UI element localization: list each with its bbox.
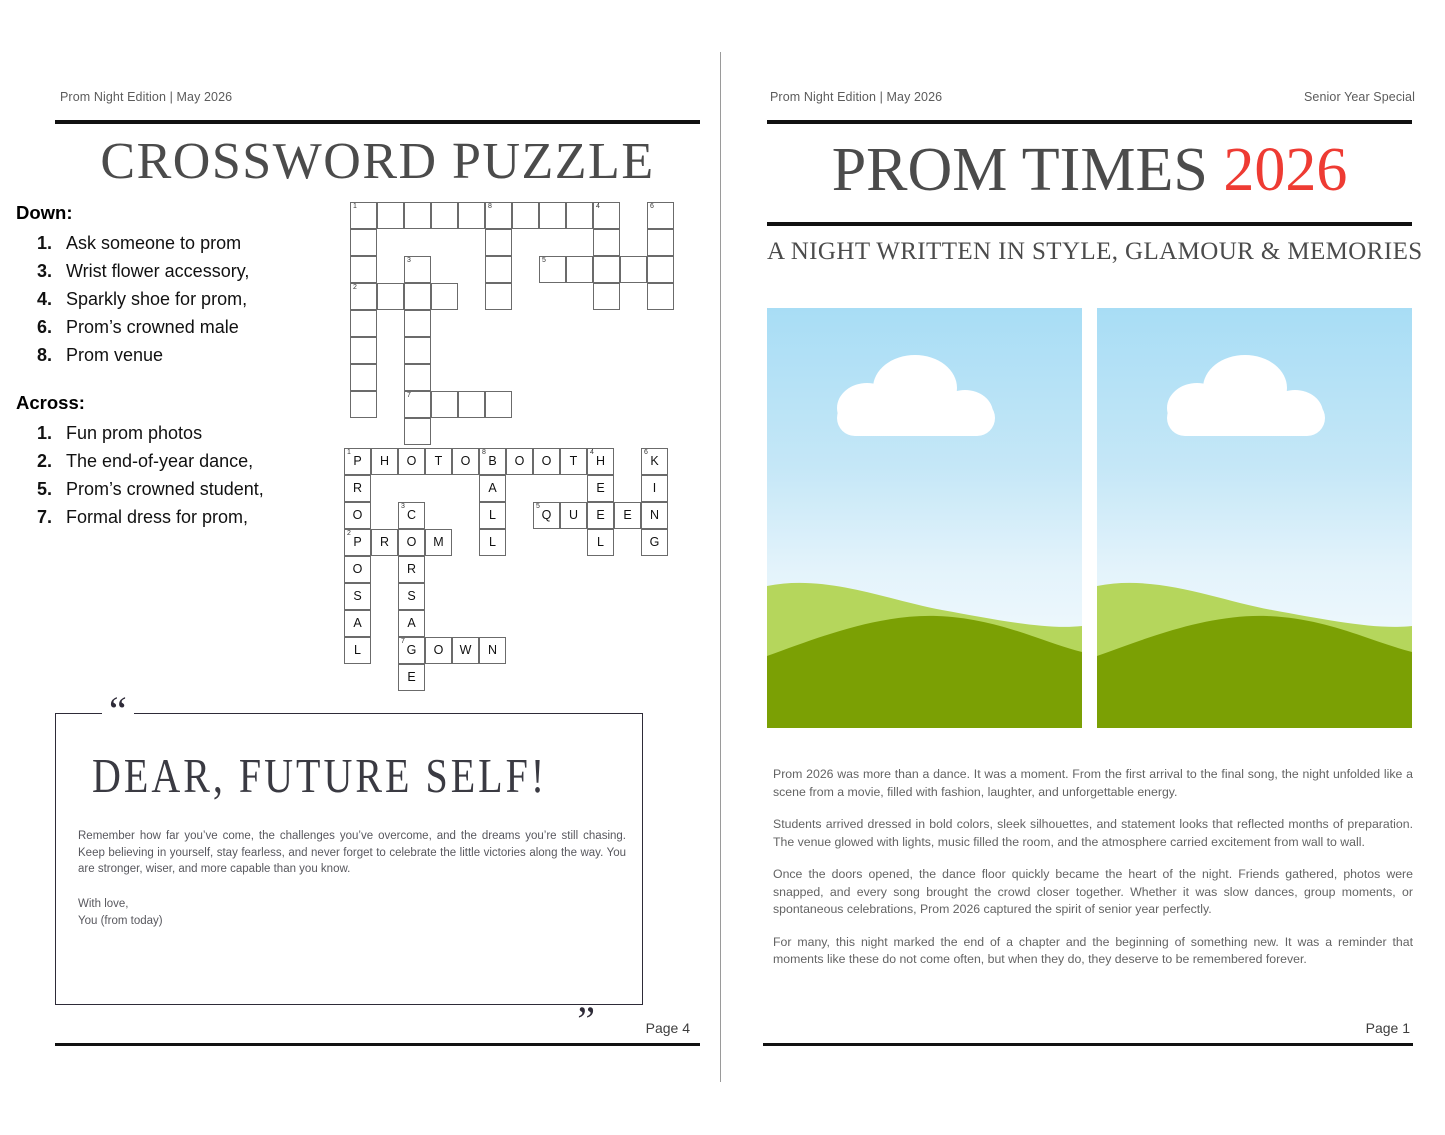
crossword-cell-letter: A (407, 616, 416, 631)
crossword-cell (641, 475, 668, 502)
crossword-cell[interactable] (458, 202, 485, 229)
crossword-cell-letter: R (352, 481, 363, 496)
crossword-cell (614, 502, 641, 529)
landscape-photo-2 (1097, 308, 1412, 728)
landscape-artwork-icon (767, 308, 1082, 728)
crossword-cell[interactable] (350, 364, 377, 391)
crossword-cell-letter: N (649, 508, 660, 523)
crossword-cell-number: 2 (347, 530, 351, 537)
down-clue-row (16, 257, 336, 285)
crossword-cell[interactable] (485, 256, 512, 283)
letter-signoff (78, 896, 626, 929)
crossword-cell[interactable] (404, 337, 431, 364)
letter-title: DEAR, FUTURE SELF! (92, 748, 548, 804)
crossword-cell-letter: L (597, 535, 604, 550)
left-kicker-text: Prom Night Edition | May 2026 (60, 90, 233, 104)
crossword-cell[interactable] (647, 256, 674, 283)
masthead-subheading: A NIGHT WRITTEN IN STYLE, GLAMOUR & MEMORIES (767, 238, 1423, 265)
crossword-cell[interactable] (566, 202, 593, 229)
cloud-icon (837, 355, 995, 436)
crossword-cell-letter: O (514, 454, 525, 469)
landscape-photo-1 (767, 308, 1082, 728)
crossword-cell-number: 8 (488, 203, 492, 210)
across-clue-row (16, 447, 336, 475)
crossword-cell-letter: H (379, 454, 390, 469)
crossword-page-title: CROSSWORD PUZZLE (100, 133, 655, 190)
crossword-cell[interactable] (350, 256, 377, 283)
crossword-cell (398, 529, 425, 556)
crossword-cell (479, 448, 506, 475)
article-paragraph: Students arrived dressed in bold colors, sleek silhouettes, and statement looks that reflected months of preparation. The venue glowed with lights, music filled the room, and the atmosphere carried excitement from wall to wall. (773, 817, 1413, 849)
crossword-cell-letter: R (379, 535, 390, 550)
crossword-cell[interactable] (485, 202, 512, 229)
crossword-cell-letter: E (623, 508, 632, 523)
crossword-cell-letter: P (353, 535, 362, 550)
down-clue-number: 1. (36, 233, 52, 253)
crossword-cell[interactable] (539, 256, 566, 283)
crossword-cell-number: 6 (650, 203, 654, 210)
down-clue-number: 6. (36, 317, 52, 337)
across-clue-number: 1. (36, 423, 52, 443)
across-clue-number: 5. (36, 479, 52, 499)
down-clue-number: 3. (36, 261, 52, 281)
down-clue-number: 8. (36, 345, 52, 365)
crossword-cell[interactable] (647, 283, 674, 310)
crossword-cell (506, 448, 533, 475)
crossword-cell[interactable] (485, 229, 512, 256)
crossword-cell[interactable] (404, 391, 431, 418)
crossword-cell-letter: L (354, 643, 361, 658)
down-heading: Down: (16, 202, 73, 223)
crossword-cell[interactable] (593, 283, 620, 310)
across-clue-row (16, 475, 336, 503)
down-clues-list (16, 229, 336, 369)
crossword-cell-letter: T (434, 454, 443, 469)
article-body (773, 766, 1413, 969)
crossword-cell-letter: G (406, 643, 417, 658)
crossword-cell-letter: U (568, 508, 579, 523)
crossword-cell (641, 502, 668, 529)
cloud-icon (1167, 355, 1325, 436)
crossword-cell (560, 502, 587, 529)
crossword-cell (398, 502, 425, 529)
crossword-cell (344, 583, 371, 610)
crossword-cell (344, 610, 371, 637)
page-divider (720, 52, 721, 1082)
crossword-cell[interactable] (404, 283, 431, 310)
crossword-cell[interactable] (350, 283, 377, 310)
left-footer-rule (55, 1043, 700, 1046)
crossword-cell[interactable] (431, 202, 458, 229)
crossword-cell (479, 529, 506, 556)
left-page-kicker-row (60, 90, 700, 104)
crossword-cell-letter: Q (541, 508, 552, 523)
crossword-cell-letter: L (489, 535, 496, 550)
crossword-cell-number: 5 (542, 257, 546, 264)
left-header-rule (55, 120, 700, 124)
crossword-cell-number: 4 (596, 203, 600, 210)
crossword-cell[interactable] (431, 283, 458, 310)
crossword-cell (398, 583, 425, 610)
crossword-cell (425, 448, 452, 475)
crossword-cell[interactable] (431, 391, 458, 418)
crossword-cell[interactable] (647, 202, 674, 229)
across-clues-list (16, 419, 336, 531)
across-clue-number: 2. (36, 451, 52, 471)
crossword-cell[interactable] (350, 310, 377, 337)
crossword-cell (344, 502, 371, 529)
crossword-cell-letter: O (352, 508, 363, 523)
crossword-cell[interactable] (485, 283, 512, 310)
crossword-cell (344, 529, 371, 556)
crossword-cell (452, 637, 479, 664)
down-clues-block (16, 202, 336, 369)
crossword-cell (398, 610, 425, 637)
crossword-cell (344, 448, 371, 475)
crossword-cell-letter: O (460, 454, 471, 469)
masthead (767, 133, 1412, 207)
crossword-cell (425, 637, 452, 664)
crossword-cell-letter: A (488, 481, 497, 496)
crossword-cell-letter: K (650, 454, 659, 469)
crossword-cell-letter: O (406, 535, 417, 550)
crossword-cell[interactable] (485, 391, 512, 418)
crossword-cell-number: 7 (401, 638, 405, 645)
crossword-cell[interactable] (404, 364, 431, 391)
crossword-cell (587, 529, 614, 556)
crossword-cell (479, 502, 506, 529)
photo-row (767, 308, 1412, 728)
right-header-rule (767, 120, 1412, 124)
crossword-cell (641, 529, 668, 556)
crossword-cell[interactable] (350, 202, 377, 229)
crossword-cell-letter: H (595, 454, 606, 469)
crossword-cell[interactable] (350, 337, 377, 364)
crossword-cell (398, 448, 425, 475)
down-clue-text: Sparkly shoe for prom, (66, 289, 248, 309)
crossword-cell (533, 502, 560, 529)
right-page-number: Page 1 (1365, 1020, 1410, 1036)
down-clue-text: Wrist flower accessory, (66, 261, 250, 281)
crossword-cell-letter: R (406, 562, 417, 577)
down-clue-text: Prom’s crowned male (66, 317, 239, 337)
letter-signoff-line2: You (from today) (78, 914, 163, 927)
down-clue-row (16, 229, 336, 257)
crossword-cell-letter: O (541, 454, 552, 469)
right-kicker-left: Prom Night Edition | May 2026 (770, 90, 943, 104)
crossword-cell-letter: G (649, 535, 660, 550)
crossword-cell-letter: P (353, 454, 362, 469)
crossword-cell-number: 6 (644, 449, 648, 456)
landscape-artwork-icon (1097, 308, 1412, 728)
crossword-cell (452, 448, 479, 475)
future-self-letter-box (55, 688, 643, 1043)
article-paragraph: Prom 2026 was more than a dance. It was a moment. From the first arrival to the final song, the night unfolded like a scene from a movie, filled with fashion, laughter, and unforgettable energy. (773, 767, 1413, 799)
crossword-cell (641, 448, 668, 475)
crossword-cell[interactable] (593, 256, 620, 283)
crossword-cell[interactable] (539, 202, 566, 229)
crossword-cell (587, 502, 614, 529)
crossword-cell[interactable] (350, 391, 377, 418)
crossword-cell-letter: B (488, 454, 497, 469)
crossword-cell[interactable] (404, 310, 431, 337)
down-clue-text: Ask someone to prom (66, 233, 242, 253)
right-kicker-right: Senior Year Special (1303, 90, 1415, 104)
crossword-cell[interactable] (404, 418, 431, 445)
masthead-bottom-rule (767, 222, 1412, 226)
crossword-cell[interactable] (647, 229, 674, 256)
crossword-cell-number: 7 (407, 392, 411, 399)
left-page-number: Page 4 (645, 1020, 690, 1036)
crossword-cell (479, 637, 506, 664)
crossword-cell-number: 3 (407, 257, 411, 264)
letter-signoff-line1: With love, (78, 898, 129, 910)
crossword-cell (398, 556, 425, 583)
crossword-cell[interactable] (512, 202, 539, 229)
right-page-kicker-row (770, 90, 1415, 104)
article-paragraph: For many, this night marked the end of a chapter and the beginning of something new. It was a reminder that moments like these do not come often, but when they do, they deserve to be remembered forever. (773, 934, 1413, 966)
crossword-cell (533, 448, 560, 475)
crossword-cell (398, 637, 425, 664)
crossword-cell-letter: E (407, 670, 416, 685)
crossword-cell-number: 1 (347, 449, 351, 456)
crossword-cell-letter: M (433, 535, 444, 550)
crossword-cell-letter: O (406, 454, 417, 469)
across-clue-text: Fun prom photos (66, 423, 203, 443)
across-clue-text: Prom’s crowned student, (66, 479, 264, 499)
crossword-cell-letter: O (352, 562, 363, 577)
crossword-cell[interactable] (377, 283, 404, 310)
across-clue-text: The end-of-year dance, (66, 451, 254, 471)
crossword-cell[interactable] (404, 256, 431, 283)
down-clue-row (16, 341, 336, 369)
masthead-year: 2026 (1223, 136, 1348, 204)
crossword-cell-letter: S (353, 589, 362, 604)
across-clues-block (16, 392, 336, 531)
crossword-cell[interactable] (593, 202, 620, 229)
crossword-cell[interactable] (377, 202, 404, 229)
crossword-cell[interactable] (566, 256, 593, 283)
crossword-cell-letter: E (596, 481, 605, 496)
crossword-cell-number: 4 (590, 449, 594, 456)
crossword-cell-letter: T (569, 454, 578, 469)
down-clue-row (16, 285, 336, 313)
crossword-cell-number: 3 (401, 503, 405, 510)
down-clue-text: Prom venue (66, 345, 164, 365)
crossword-cell[interactable] (404, 202, 431, 229)
down-clue-row (16, 313, 336, 341)
across-clue-row (16, 503, 336, 531)
crossword-cell-letter: S (407, 589, 416, 604)
masthead-main: PROM TIMES (831, 136, 1224, 204)
across-clue-text: Formal dress for prom, (66, 507, 249, 527)
crossword-cell[interactable] (458, 391, 485, 418)
right-footer-rule (763, 1043, 1413, 1046)
crossword-cell (479, 475, 506, 502)
crossword-cell[interactable] (620, 256, 647, 283)
crossword-cell (587, 475, 614, 502)
article-paragraph: Once the doors opened, the dance floor quickly became the heart of the night. Friends gathered, photos were snapped, and every song brought the crowd closer together. Whether it was slow dances, group moments, or spontaneous celebrations, Prom 2026 captured the spirit of senior year perfectly. (773, 867, 1413, 916)
crossword-cell[interactable] (350, 229, 377, 256)
crossword-cell (371, 529, 398, 556)
crossword-cell-letter: O (433, 643, 444, 658)
crossword-cell-number: 1 (353, 203, 357, 210)
quote-open-icon: “ (102, 701, 134, 721)
crossword-cell (587, 448, 614, 475)
letter-body: Remember how far you’ve come, the challenges you’ve overcome, and the dreams you’re still chasing. Keep believing in yourself, stay fearless, and never forget to celebrate the little victories along the way. You are stronger, wiser, and more capable than you know. (78, 830, 626, 875)
across-clue-number: 7. (36, 507, 52, 527)
crossword-cell-letter: L (489, 508, 496, 523)
left-page (0, 0, 720, 1135)
crossword-cell-letter: E (596, 508, 605, 523)
across-clue-row (16, 419, 336, 447)
crossword-cell[interactable] (593, 229, 620, 256)
down-clue-number: 4. (36, 289, 52, 309)
crossword-cell-letter: I (652, 481, 657, 496)
quote-close-icon: ” (570, 1011, 602, 1031)
crossword-cell (344, 556, 371, 583)
crossword-cell-letter: N (487, 643, 498, 658)
crossword-cell-letter: C (406, 508, 417, 523)
crossword-cell (371, 448, 398, 475)
crossword-cell (398, 664, 425, 691)
crossword-cell-letter: W (459, 643, 472, 658)
crossword-cell-number: 5 (536, 503, 540, 510)
crossword-cell-number: 2 (353, 284, 357, 291)
crossword-cell (344, 637, 371, 664)
across-heading: Across: (16, 392, 85, 413)
crossword-cell (560, 448, 587, 475)
crossword-cell-letter: A (353, 616, 362, 631)
crossword-cell (425, 529, 452, 556)
crossword-cell (344, 475, 371, 502)
crossword-cell-number: 8 (482, 449, 486, 456)
